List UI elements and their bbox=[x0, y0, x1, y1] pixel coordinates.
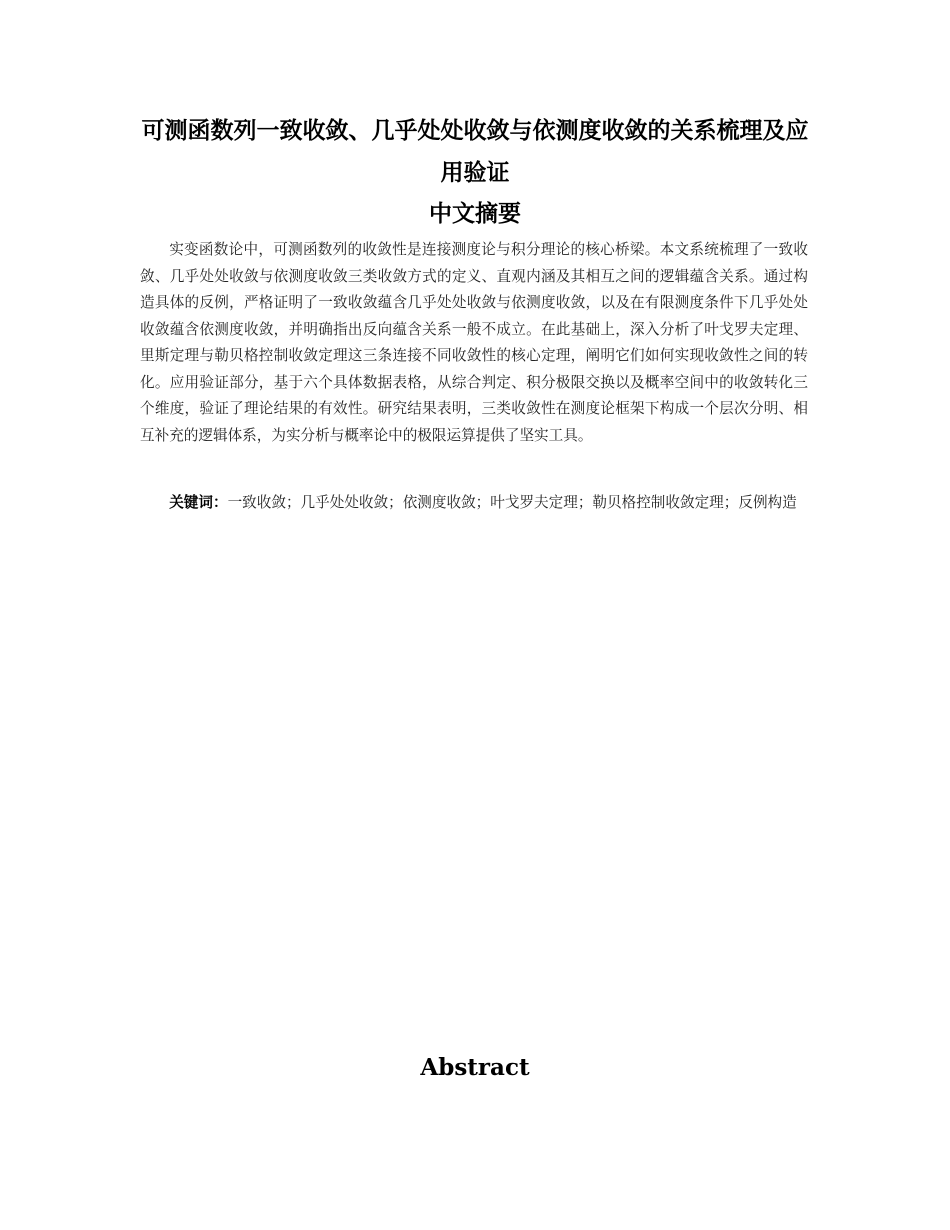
keywords-label: 关键词： bbox=[169, 494, 228, 511]
keywords-text: 一致收敛；几乎处处收敛；依测度收敛；叶戈罗夫定理；勒贝格控制收敛定理；反例构造 bbox=[227, 494, 797, 511]
keywords-paragraph bbox=[140, 490, 808, 517]
chinese-abstract-body: 实变函数论中，可测函数列的收敛性是连接测度论与积分理论的核心桥梁。本文系统梳理了一致收敛、几乎处处收敛与依测度收敛三类收敛方式的定义、直观内涵及其相互之间的逻辑蕴含关系。通过构造具体的反例，严格证明了一致收敛蕴含几乎处处收敛与依测度收敛，以及在有限测度条件下几乎处处收敛蕴含依测度收敛，并明确指出反向蕴含关系一般不成立。在此基础上，深入分析了叶戈罗夫定理、里斯定理与勒贝格控制收敛定理这三条连接不同收敛性的核心定理，阐明它们如何实现收敛性之间的转化。应用验证部分，基于六个具体数据表格，从综合判定、积分极限交换以及概率空间中的收敛转化三个维度，验证了理论结果的有效性。研究结果表明，三类收敛性在测度论框架下构成一个层次分明、相互补充的逻辑体系，为实分析与概率论中的极限运算提供了坚实工具。 bbox=[140, 241, 808, 444]
paper-title: 可测函数列一致收敛、几乎处处收敛与依测度收敛的关系梳理及应用验证 bbox=[141, 117, 809, 186]
chinese-abstract-heading: 中文摘要 bbox=[429, 200, 521, 227]
english-abstract-heading: Abstract bbox=[420, 1054, 530, 1081]
